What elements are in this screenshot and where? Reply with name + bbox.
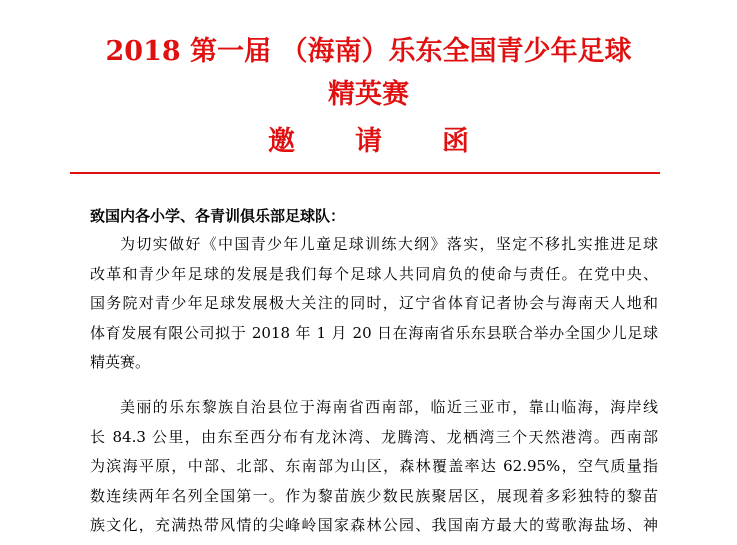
paragraph-line: 长 84.3 公里，由东至西分布有龙沐湾、龙腾湾、龙栖湾三个天然港湾。西南部: [90, 427, 658, 446]
invitation-heading-char: 请: [355, 126, 382, 157]
invitation-heading-char: 函: [442, 126, 469, 157]
paragraph-line: 体育发展有限公司拟于 2018 年 1 月 20 日在海南省乐东县联合举办全国少儿足球: [90, 323, 658, 342]
paragraph-2: [90, 393, 658, 541]
paragraph-line: 美丽的乐东黎族自治县位于海南省西南部，临近三亚市，靠山临海，海岸线: [120, 398, 658, 416]
invitation-heading-char: 邀: [268, 126, 295, 157]
paragraph-line: 改革和青少年足球的发展是我们每个足球人共同肩负的使命与责任。在党中央、: [90, 264, 658, 283]
paragraph-line: 为切实做好《中国青少年儿童足球训练大纲》落实，坚定不移扎实推进足球: [120, 235, 658, 253]
paragraph-line: 为滨海平原，中部、北部、东南部为山区，森林覆盖率达 62.95%，空气质量指: [90, 457, 658, 475]
paragraph-1: [90, 230, 658, 378]
invitation-heading: [0, 125, 737, 159]
paragraph-line: 数连续两年名列全国第一。作为黎苗族少数民族聚居区，展现着多彩独特的黎苗: [90, 486, 658, 505]
paragraph-line: 族文化，充满热带风情的尖峰岭国家森林公园、我国南方最大的莺歌海盐场、神: [90, 516, 658, 534]
document-title-line-2: 精英赛: [328, 79, 409, 110]
document-title-line-1: 2018 第一届 （海南）乐东全国青少年足球: [105, 36, 632, 67]
paragraph-line: 精英赛。: [90, 353, 151, 371]
salutation: 致国内各小学、各青训俱乐部足球队：: [90, 207, 346, 225]
paragraph-line: 国务院对青少年足球发展极大关注的同时，辽宁省体育记者协会与海南天人地和: [90, 294, 658, 312]
header-divider: [70, 172, 660, 174]
